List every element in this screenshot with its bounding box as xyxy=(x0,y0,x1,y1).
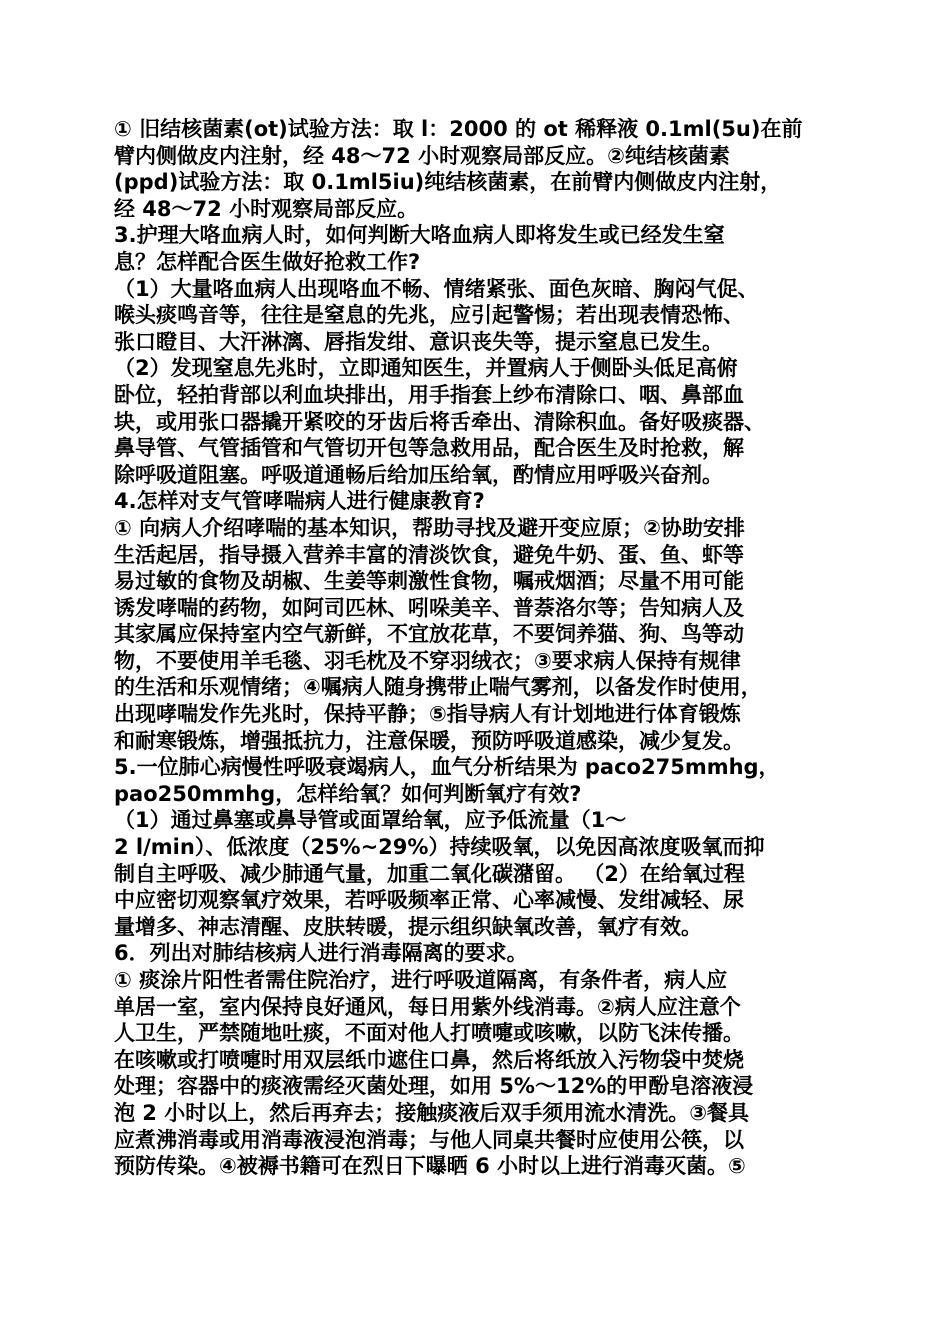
text-line: 张口瞪目、大汗淋漓、唇指发绀、意识丧失等，提示窒息已发生。 xyxy=(114,329,723,354)
text-line: ① 向病人介绍哮喘的基本知识，帮助寻找及避开变应原；②协助安排 xyxy=(114,515,745,540)
text-line: 物，不要使用羊毛毯、羽毛枕及不穿羽绒衣；③要求病人保持有规律 xyxy=(114,648,741,673)
text-line: 除呼吸道阻塞。呼吸道通畅后给加压给氧，酌情应用呼吸兴奋剂。 xyxy=(114,462,723,487)
text-line: 中应密切观察氧疗效果，若呼吸频率正常、心率减慢、发绀减轻、尿 xyxy=(114,888,744,913)
text-line: 经 48～72 小时观察局部反应。 xyxy=(114,196,419,221)
text-line: 在咳嗽或打喷嚏时用双层纸巾遮住口鼻，然后将纸放入污物袋中焚烧 xyxy=(114,1047,744,1072)
text-line: 3.护理大咯血病人时，如何判断大咯血病人即将发生或已经发生窒 xyxy=(114,223,725,248)
text-line: （2）发现窒息先兆时，立即通知医生，并置病人于侧卧头低足高俯 xyxy=(114,356,738,381)
text-line: 预防传染。④被褥书籍可在烈日下曝晒 6 小时以上进行消毒灭菌。⑤ xyxy=(114,1154,746,1179)
text-line: 制自主呼吸、减少肺通气量，加重二氧化碳潴留。 （2）在给氧过程 xyxy=(114,861,745,886)
text-line: 处理；容器中的痰液需经灭菌处理，如用 5%～12%的甲酚皂溶液浸 xyxy=(114,1074,754,1099)
text-line: 喉头痰鸣音等，往往是窒息的先兆，应引起警惕；若出现表情恐怖、 xyxy=(114,303,744,328)
text-line: 块，或用张口器撬开紧咬的牙齿后将舌牵出、清除积血。备好吸痰器、 xyxy=(114,409,765,434)
text-line: 息？怎样配合医生做好抢救工作? xyxy=(114,249,421,274)
text-line: 易过敏的食物及胡椒、生姜等刺激性食物，嘱戒烟酒；尽量不用可能 xyxy=(114,569,744,594)
text-line: pao250mmhg，怎样给氧？如何判断氧疗有效? xyxy=(114,781,582,806)
text-line: 其家属应保持室内空气新鲜，不宜放花草，不要饲养猫、狗、鸟等动 xyxy=(114,622,744,647)
text-line: 出现哮喘发作先兆时，保持平静；⑤指导病人有计划地进行体育锻炼 xyxy=(114,702,741,727)
text-line: 卧位，轻拍背部以利血块排出，用手指套上纱布清除口、咽、鼻部血 xyxy=(114,382,744,407)
text-line: 单居一室，室内保持良好通风，每日用紫外线消毒。②病人应注意个 xyxy=(114,994,741,1019)
text-line: 量增多、神志清醒、皮肤转暖，提示组织缺氧改善，氧疗有效。 xyxy=(114,914,702,939)
text-line: 生活起居，指导摄入营养丰富的清淡饮食，避免牛奶、蛋、鱼、虾等 xyxy=(114,542,744,567)
text-line: 臂内侧做皮内注射，经 48～72 小时观察局部反应。②纯结核菌素 xyxy=(114,143,730,168)
text-line: 5.一位肺心病慢性呼吸衰竭病人，血气分析结果为 paco275mmhg， xyxy=(114,755,780,780)
text-line: 人卫生，严禁随地吐痰，不面对他人打喷嚏或咳嗽，以防飞沫传播。 xyxy=(114,1021,744,1046)
text-line: ① 旧结核菌素(ot)试验方法：取 l：2000 的 ot 稀释液 0.1ml(5u)在前 xyxy=(114,117,803,141)
text-line: (ppd)试验方法：取 0.1ml5iu)纯结核菌素，在前臂内侧做皮内注射， xyxy=(114,170,782,195)
text-line: （1）大量咯血病人出现咯血不畅、情绪紧张、面色灰暗、胸闷气促、 xyxy=(114,276,759,301)
text-line: 的生活和乐观情绪；④嘱病人随身携带止喘气雾剂，以备发作时使用， xyxy=(114,675,762,700)
text-line: （1）通过鼻塞或鼻导管或面罩给氧，应予低流量（1～ xyxy=(114,808,627,833)
text-line: 鼻导管、气管插管和气管切开包等急救用品，配合医生及时抢救，解 xyxy=(114,436,744,461)
text-line: 4.怎样对支气管哮喘病人进行健康教育? xyxy=(114,489,485,514)
text-line: 诱发哮喘的药物，如阿司匹林、吲哚美辛、普萘洛尔等；告知病人及 xyxy=(114,595,744,620)
text-line: 泡 2 小时以上，然后再弃去；接触痰液后双手须用流水清洗。③餐具 xyxy=(114,1100,750,1125)
text-line: 6．列出对肺结核病人进行消毒隔离的要求。 xyxy=(114,941,528,966)
text-line: 应煮沸消毒或用消毒液浸泡消毒；与他人同桌共餐时应使用公筷，以 xyxy=(114,1127,744,1152)
text-line: 和耐寒锻炼，增强抵抗力，注意保暖，预防呼吸道感染，减少复发。 xyxy=(114,728,744,753)
text-line: 2 l/min）、低浓度（25%~29%）持续吸氧，以免因高浓度吸氧而抑 xyxy=(114,835,765,860)
document-page xyxy=(114,116,844,1180)
text-line: ① 痰涂片阳性者需住院治疗，进行呼吸道隔离，有条件者，病人应 xyxy=(114,968,728,992)
